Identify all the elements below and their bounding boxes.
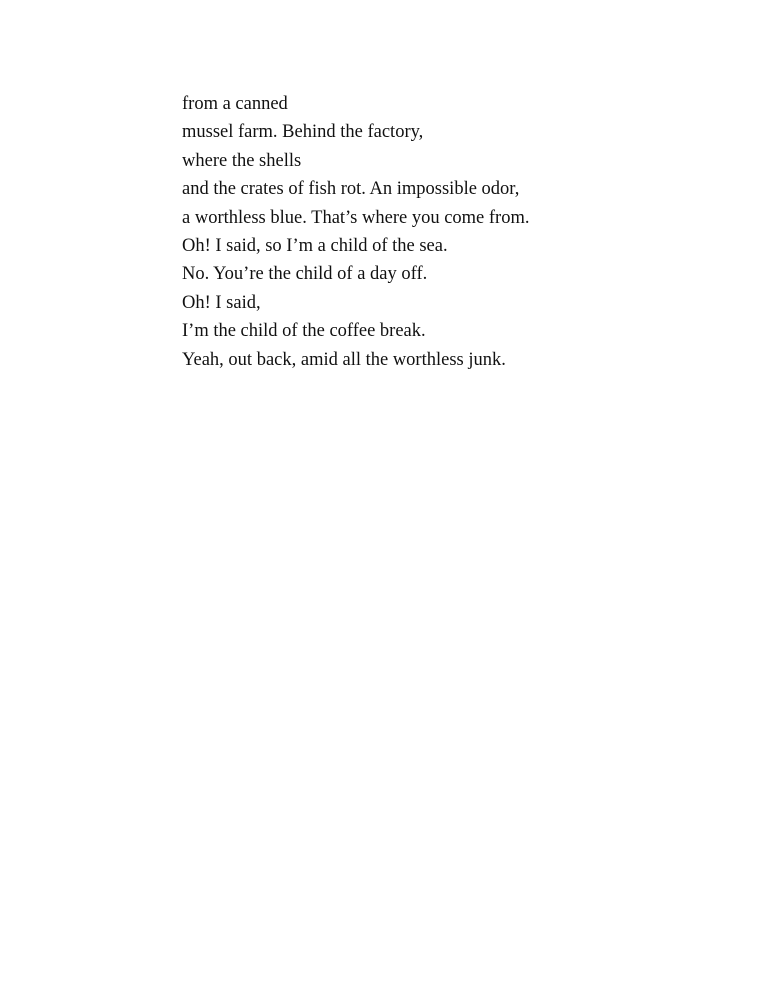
poem-line: Oh! I said,: [182, 292, 261, 313]
poem-line: I’m the child of the coffee break.: [182, 321, 426, 342]
poem-line: and the crates of fish rot. An impossible odor,: [182, 179, 520, 200]
poem-line: No. You’re the child of a day off.: [182, 264, 428, 285]
poem-line: from a canned: [182, 94, 288, 114]
poem-text: [182, 90, 702, 374]
poem-line: a worthless blue. That’s where you come from.: [182, 207, 530, 228]
poem-line: Yeah, out back, amid all the worthless junk.: [182, 349, 506, 370]
poem-line: mussel farm. Behind the factory,: [182, 122, 424, 143]
poem-line: Oh! I said, so I’m a child of the sea.: [182, 236, 448, 257]
poem-line: where the shells: [182, 150, 302, 171]
